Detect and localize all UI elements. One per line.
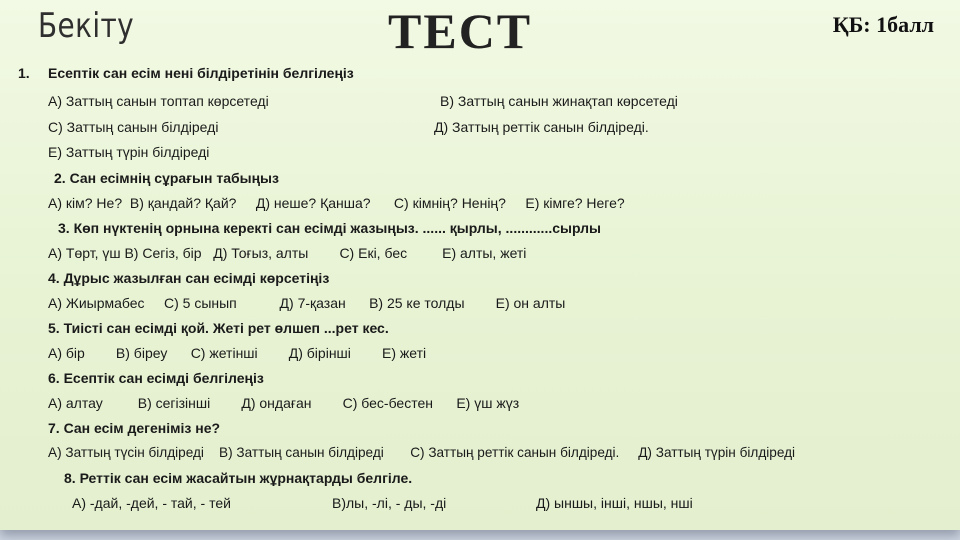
answer-option: Е) Заттың түрін білдіреді (48, 144, 210, 160)
answer-option: А) Заттың санын топтап көрсетеді (48, 93, 269, 109)
question-text: 5. Тиісті сан есімді қой. Жеті рет өлшеп ...рет кес. (48, 320, 389, 336)
answer-option: Д) ыншы, інші, ншы, нші (536, 495, 693, 511)
answer-option: Д) Заттың реттік санын білдіреді. (434, 119, 649, 135)
question-text: 6. Есептік сан есімді белгілеңіз (48, 370, 264, 386)
answer-option: С) Заттың санын білдіреді (48, 119, 219, 135)
question-number: 1. (18, 65, 30, 81)
answer-options: А) Жиырмабес С) 5 сынып Д) 7-қазан В) 25 ке толды Е) он алты (48, 295, 566, 311)
question-text: 4. Дұрыс жазылған сан есімді көрсетіңіз (48, 270, 330, 286)
answer-options: А) бір В) біреу С) жетінші Д) бірінші Е) жеті (48, 345, 427, 361)
answer-options: А) алтау В) сегізінші Д) ондаған С) бес-бестен Е) үш жүз (48, 395, 520, 411)
question-text: Есептік сан есім нені білдіретінін белгілеңіз (48, 65, 354, 81)
answer-options: А) кім? Не? В) қандай? Қай? Д) неше? Қанша? С) кімнің? Ненің? Е) кімге? Неге? (48, 195, 625, 211)
answer-option: В) Заттың санын жинақтап көрсетеді (440, 93, 678, 109)
score-label: ҚБ: 1балл (832, 12, 934, 37)
answer-options: А) Төрт, үш В) Сегіз, бір Д) Тоғыз, алты С) Екі, бес Е) алты, жеті (48, 245, 527, 261)
answer-option: В)лы, -лі, - ды, -ді (332, 495, 447, 511)
answer-option: А) -дай, -дей, - тай, - тей (72, 495, 231, 511)
question-text: 7. Сан есім дегеніміз не? (48, 420, 221, 436)
question-text: 3. Көп нүктенің орнына керекті сан есімді жазыңыз. ...... қырлы, ............сырлы (58, 220, 602, 236)
answer-options: А) Заттың түсін білдіреді В) Заттың санын білдіреді С) Заттың реттік санын білдіреді. Д) Заттың түрін білдіреді (48, 445, 796, 460)
section-title: Бекіту (38, 6, 135, 46)
question-text: 8. Реттік сан есім жасайтын жұрнақтарды белгіле. (64, 470, 413, 486)
page-title: ТЕСТ (388, 3, 533, 59)
question-text: 2. Сан есімнің сұрағын табыңыз (54, 170, 279, 186)
